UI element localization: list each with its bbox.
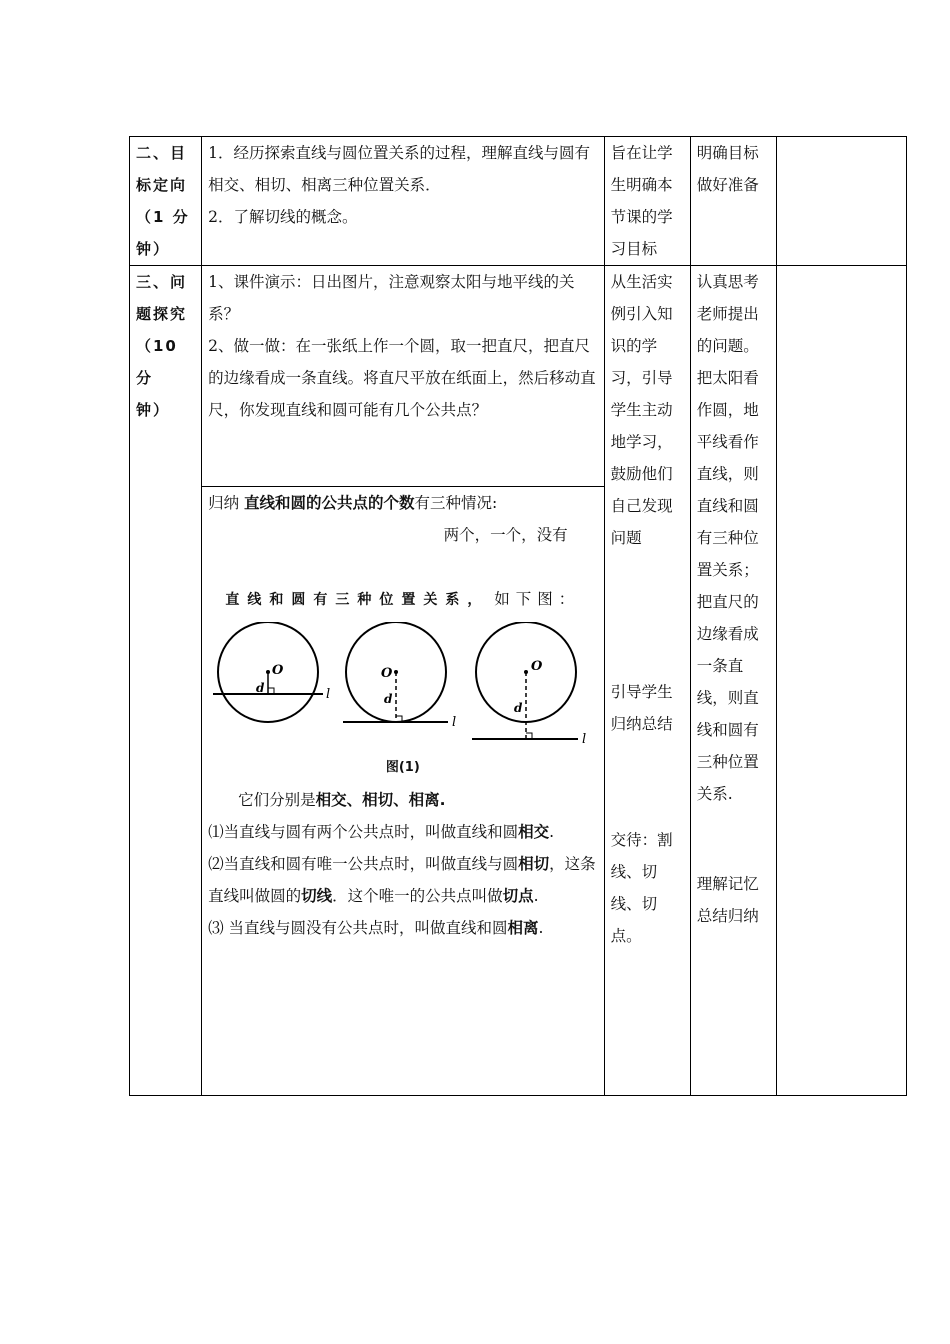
stage-line: 题探究	[136, 305, 188, 323]
label-l: l	[452, 715, 457, 730]
lesson-plan-table	[129, 136, 907, 1096]
def2-bold: 相切	[518, 855, 550, 873]
label-o: O	[272, 663, 284, 678]
relation-line	[208, 583, 598, 616]
def1-end: .	[549, 823, 555, 841]
table-row	[130, 137, 907, 266]
student-cell	[690, 137, 776, 266]
center-dot	[524, 670, 528, 674]
they-are-bold: 相交、相切、相离.	[315, 791, 446, 809]
def1-text: ⑴当直线与圆有两个公共点时，叫做直线和圆	[208, 823, 519, 841]
design-text: 旨在让学生明确本节课的学习目标	[610, 144, 673, 258]
def2-end: .	[533, 887, 539, 905]
relation-tail: 如下图：	[494, 590, 581, 608]
center-dot	[266, 670, 270, 674]
content-cell	[202, 137, 605, 266]
definition-3	[208, 912, 598, 944]
student-text: 明确目标做好准备	[696, 144, 759, 194]
design-text-3: 交待：割线、切线、切点。	[610, 831, 673, 945]
activity-2: 2、做一做：在一张纸上作一个圆，取一把直尺，把直尺的边缘看成一条直线。将直尺平放在纸面上，然后移动直尺，你发现直线和圆可能有几个公共点？	[208, 337, 596, 419]
they-are-line	[208, 784, 598, 816]
they-are-prefix: 它们分别是	[238, 791, 316, 809]
design-cell	[604, 137, 690, 266]
summary-line	[208, 487, 598, 519]
relation-intro: 直线和圆有三种位置关系，	[225, 592, 490, 608]
stage-cell	[130, 266, 202, 1096]
label-l: l	[582, 732, 587, 747]
label-d: d	[384, 692, 393, 706]
def3-text: ⑶ 当直线与圆没有公共点时，叫做直线和圆	[208, 919, 508, 937]
tangent-figure	[343, 622, 456, 730]
label-o: O	[381, 666, 393, 681]
design-text-1: 从生活实例引入知识的学习，引导学生主动地学习，鼓励他们自己发现问题	[610, 273, 673, 547]
student-cell	[690, 266, 776, 1096]
objective-2: 2．了解切线的概念。	[208, 208, 358, 226]
summary-prefix: 归纳	[208, 494, 240, 512]
def1-bold: 相交	[518, 823, 550, 841]
activity-1: 1、课件演示：日出图片，注意观察太阳与地平线的关系？	[208, 273, 575, 323]
stage-cell	[130, 137, 202, 266]
summary-section	[202, 486, 604, 944]
content-cell	[202, 266, 605, 1096]
answers-line: 两个，一个，没有	[443, 526, 568, 544]
def2-bold3: 切点	[502, 887, 534, 905]
label-d: d	[256, 681, 265, 695]
figure-caption: 图(1)	[385, 760, 420, 775]
stage-line: 三、问	[136, 273, 188, 291]
remark-cell	[776, 266, 906, 1096]
stage-line: 钟）	[136, 401, 171, 419]
label-d: d	[514, 701, 523, 715]
center-dot	[394, 670, 398, 674]
label-l: l	[326, 687, 331, 702]
def2-mid2: ．这个唯一的公共点叫做	[332, 887, 503, 905]
label-o: O	[531, 659, 543, 674]
design-cell	[604, 266, 690, 1096]
def2-bold2: 切线	[301, 887, 333, 905]
def3-bold: 相离	[507, 919, 539, 937]
definition-1	[208, 816, 598, 848]
stage-line: （1 分	[136, 208, 190, 226]
def2-text: ⑵当直线和圆有唯一公共点时，叫做直线与圆	[208, 855, 519, 873]
student-text-1: 认真思考老师提出的问题。把太阳看作圆，地平线看作直线，则直线和圆有三种位置关系；把直尺的边缘看成一条直线，则直线和圆有三种位置关系.	[696, 273, 759, 803]
objective-1: 1．经历探索直线与圆位置关系的过程，理解直线与圆有相交、相切、相离三种位置关系．	[208, 144, 590, 194]
summary-suffix: 有三种情况:	[414, 494, 498, 512]
def3-end: .	[538, 919, 544, 937]
intersect-figure	[213, 622, 330, 722]
definition-2	[208, 848, 598, 912]
table-row	[130, 266, 907, 1096]
def2-mid: ，这条直线叫做圆的	[208, 855, 596, 905]
circle-line-diagram	[208, 622, 598, 752]
separate-figure	[472, 622, 586, 747]
design-text-2: 引导学生归纳总结	[610, 683, 673, 733]
remark-cell	[776, 137, 906, 266]
summary-bold: 直线和圆的公共点的个数	[244, 494, 415, 512]
stage-line: 钟）	[136, 240, 171, 258]
stage-line: 标定向	[136, 176, 188, 194]
student-text-2: 理解记忆总结归纳	[696, 875, 759, 925]
stage-line: （10 分	[136, 337, 178, 387]
activity-section	[202, 266, 604, 486]
stage-line: 二、目	[136, 144, 188, 162]
